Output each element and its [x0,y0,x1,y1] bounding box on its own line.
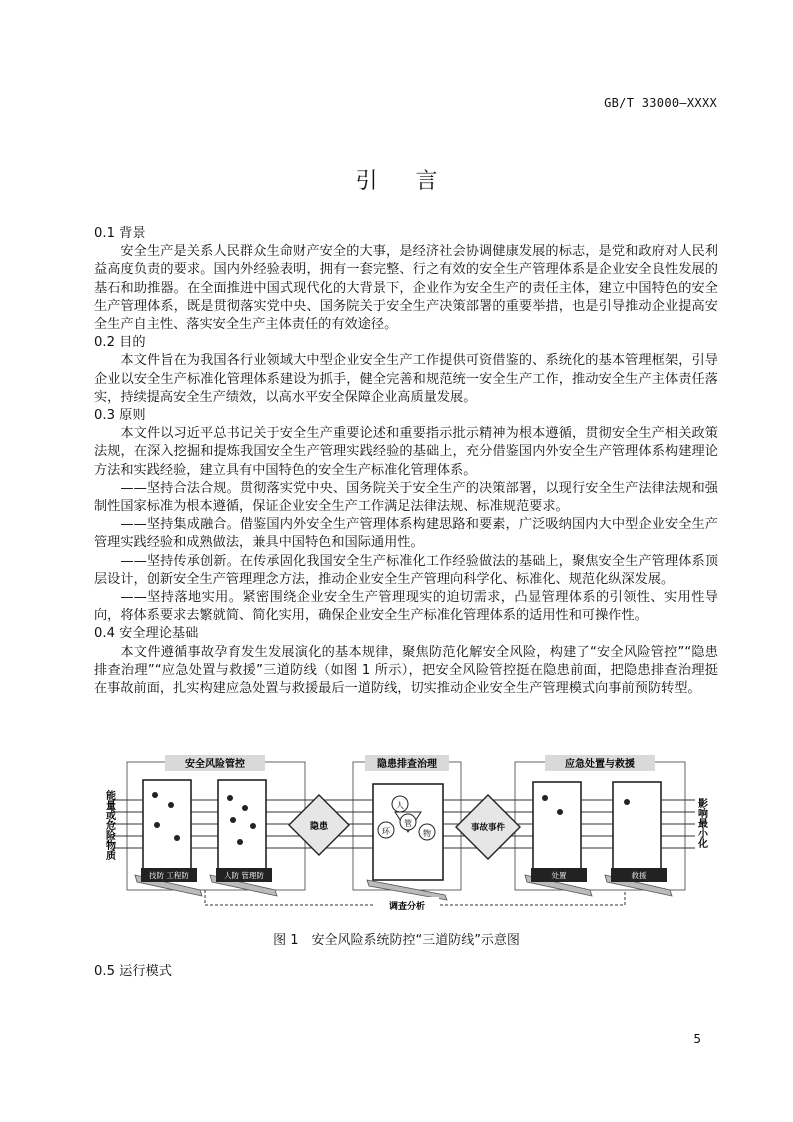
figure-diagram [105,750,715,920]
section-heading: 0.2 目的 [94,335,146,351]
diamond-label: 隐患 [309,822,329,832]
hazard-panel [367,784,447,900]
figure-caption: 图 1 安全风险系统防控“三道防线”示意图 [273,933,520,948]
paragraph: 本文件旨在为我国各行业领域大中型企业安全生产工作提供可资借鉴的、系统化的基本管理框架，引导企业以安全生产标准化管理体系建设为抓手，健全完善和规范统一安全生产工作，推动安全生产主体责任落实，持续提高安全生产绩效，以高水平安全保障企业高质量发展。 [94,353,718,405]
stage-title: 安全风险管控 [185,759,245,770]
paragraph: ——坚持落地实用。紧密围绕企业安全生产管理现实的迫切需求，凸显管理体系的引领性、实用性导向，将体系要求去繁就简、简化实用，确保企业安全生产标准化管理体系的适用性和可操作性。 [94,590,718,624]
paragraph: ——坚持合法合规。贯彻落实党中央、国务院关于安全生产的决策部署，以现行安全生产法律法规和强制性国家标准为根本遵循，保证企业安全生产工作满足法律法规、标准规范要求。 [94,480,718,515]
left-vertical-label: 能量或危险物质 [103,790,115,860]
stage-title: 隐患排查治理 [377,759,437,770]
section-heading: 0.5 运行模式 [94,964,172,979]
paragraph: ——坚持传承创新。在传承固化我国安全生产标准化工作经验做法的基础上，聚焦安全生产管理体系顶层设计，创新安全生产管理理念方法，推动企业安全生产管理向科学化、标准化、规范化纵深发展。 [94,553,718,587]
right-vertical-label: 影响最小化 [695,798,707,848]
paragraph: 安全生产是关系人民群众生命财产安全的大事，是经济社会协调健康发展的标志，是党和政府对人民利益高度负责的要求。国内外经验表明，拥有一套完整、行之有效的安全生产管理体系是企业安全良性发展的基石和助推器。在全面推进中国式现代化的大背景下，企业作为安全生产的责任主体，建立中国特色的安全生产管理体系，既是贯彻落实党中央、国务院关于安全生产决策部署的重要举措，也是引导推动企业提高安全生产自主性、落实安全生产主体责任的有效途径。 [94,244,718,333]
panel-label: 救援 [631,871,647,880]
section-heading: 0.1 背景 [94,226,146,241]
stage-title: 应急处置与救援 [565,759,635,770]
paragraph: 本文件以习近平总书记关于安全生产重要论述和重要指示批示精神为根本遵循，贯彻安全生产相关政策法规，在深入挖掘和提炼我国安全生产管理实践经验的基础上，充分借鉴国内外安全生产管理体系构建理论方法和实践经验，建立具有中国特色的安全生产标准化管理体系。 [94,426,718,478]
panel-label: 处置 [551,871,567,880]
section-heading: 0.4 安全理论基础 [94,626,199,642]
triangle-label: 人 [396,801,404,810]
page-title: 引言 [355,169,476,194]
paragraph: 本文件遵循事故孕育发生发展演化的基本规律，聚焦防范化解安全风险，构建了“安全风险管控”“隐患排查治理”“应急处置与救援”三道防线（如图 1 所示），把安全风险管控挺在隐患前面，把隐患排查治理挺在事故前面，扎实构建应急处置与救援最后一道防线，切实推动企业安全生产管理模式向事前预防转型。 [94,644,718,697]
three-lines-of-defense-figure [105,750,715,920]
standard-code: GB/T 33000—XXXX [604,96,717,110]
section-heading: 0.3 原则 [94,408,146,424]
panel-label: 技防 工程防 [149,871,189,880]
page-number: 5 [693,1032,701,1046]
document-body [94,225,718,698]
triangle-label: 管 [404,819,412,828]
paragraph: ——坚持集成融合。借鉴国内外安全生产管理体系构建思路和要素，广泛吸纳国内大中型企业安全生产管理实践经验和成熟做法，兼具中国特色和国际通用性。 [94,517,718,551]
triangle-label: 物 [423,829,431,838]
bottom-label: 调查分析 [388,902,426,912]
diamond-label: 事故事件 [470,823,506,833]
triangle-label: 环 [382,827,390,836]
panel-label: 人防 管理防 [224,871,264,880]
